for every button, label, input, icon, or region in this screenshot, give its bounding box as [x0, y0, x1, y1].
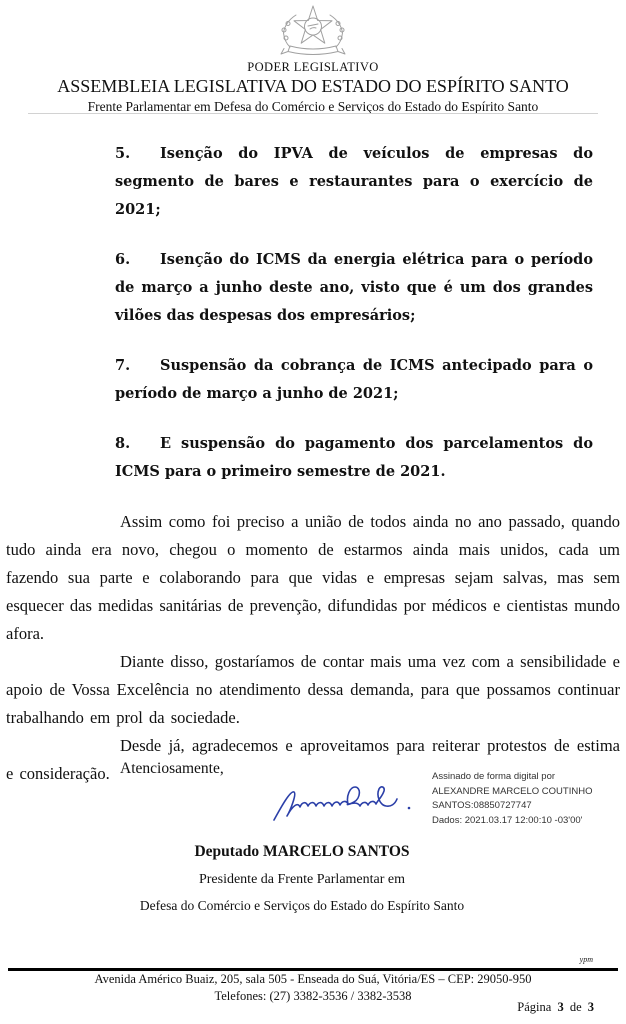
letterhead [0, 2, 626, 115]
page-footer [0, 955, 626, 1024]
espirito-santo-coat-of-arms-icon [266, 2, 361, 58]
signer-title-line1: Presidente da Frente Parlamentar em [198, 872, 406, 887]
header-divider [28, 113, 598, 114]
item-text: Isenção do ICMS da energia elétrica para o período de março a junho deste ano, visto que é um dos grandes vilões das despesas dos empresários; [115, 251, 593, 324]
footer-phones: Telefones: (27) 3382-3536 / 3382-3538 [214, 989, 412, 1003]
salutation: Atenciosamente, [120, 760, 224, 777]
item-number: 6. [115, 251, 131, 268]
item-number: 7. [115, 357, 131, 374]
paragraph: Desde já, agradecemos e aproveitamos para reiterar protestos de estima e consideração. [6, 736, 620, 783]
item-text: Isenção do IPVA de veículos de empresas do segmento de bares e restaurantes para o exercício de 2021; [115, 145, 593, 218]
paragraph: Assim como foi preciso a união de todos ainda no ano passado, quando tudo ainda era novo, chegou o momento de estarmos ainda mais unidos, cada um fazendo sua parte e colaborando para que vidas e empresas sejam salvas, mas sem esquecer das medidas sanitárias de prevenção, difundidas por médicos e cientistas mundo afora. [6, 512, 620, 643]
list-item-5 [115, 140, 593, 224]
list-item-7 [115, 352, 593, 408]
item-text: Suspensão da cobrança de ICMS antecipado para o período de março a junho de 2021; [115, 357, 593, 402]
numbered-items-list [115, 140, 593, 486]
paragraph: Diante disso, gostaríamos de contar mais uma vez com a sensibilidade e apoio de Vossa Excelência no atendimento dessa demanda, para que possamos continuar trabalhando em prol da sociedade. [6, 652, 620, 727]
digital-signature-line: ALEXANDRE MARCELO COUTINHO [432, 785, 593, 797]
item-number: 8. [115, 435, 131, 452]
footer-address: Avenida Américo Buaiz, 205, sala 505 - Enseada do Suá, Vitória/ES – CEP: 29050-950 [94, 972, 532, 986]
digital-signature-line: Assinado de forma digital por [432, 771, 556, 782]
item-number: 5. [115, 145, 131, 162]
digital-signature-line: Dados: 2021.03.17 12:00:10 -03'00' [432, 814, 583, 826]
signer-block [0, 843, 604, 914]
closing-block [0, 758, 626, 928]
page-label: Página [517, 1000, 552, 1014]
list-item-8 [115, 430, 593, 486]
digital-signature-line: SANTOS:08850727747 [432, 800, 532, 811]
digital-signature-stamp [432, 770, 624, 828]
body-paragraphs [6, 508, 620, 788]
page-number [517, 1000, 594, 1015]
signer-name: Deputado MARCELO SANTOS [194, 843, 410, 860]
page-current: 3 [557, 1000, 564, 1014]
header-assembleia-title: ASSEMBLEIA LEGISLATIVA DO ESTADO DO ESPÍRITO SANTO [57, 76, 569, 96]
footer-divider [8, 968, 618, 971]
header-poder-legislativo: PODER LEGISLATIVO [247, 60, 379, 74]
letter-body [6, 140, 620, 788]
page-total: 3 [587, 1000, 594, 1014]
handwritten-signature-icon [268, 778, 420, 828]
item-text: E suspensão do pagamento dos parcelamentos do ICMS para o primeiro semestre de 2021. [115, 435, 593, 480]
signer-title-line2: Defesa do Comércio e Serviços do Estado do Espírito Santo [139, 898, 465, 913]
drafter-initials: ypm [579, 955, 593, 964]
page-of-label: de [569, 1000, 582, 1014]
header-frente-parlamentar: Frente Parlamentar em Defesa do Comércio e Serviços do Estado do Espírito Santo [87, 99, 539, 114]
list-item-6 [115, 246, 593, 330]
